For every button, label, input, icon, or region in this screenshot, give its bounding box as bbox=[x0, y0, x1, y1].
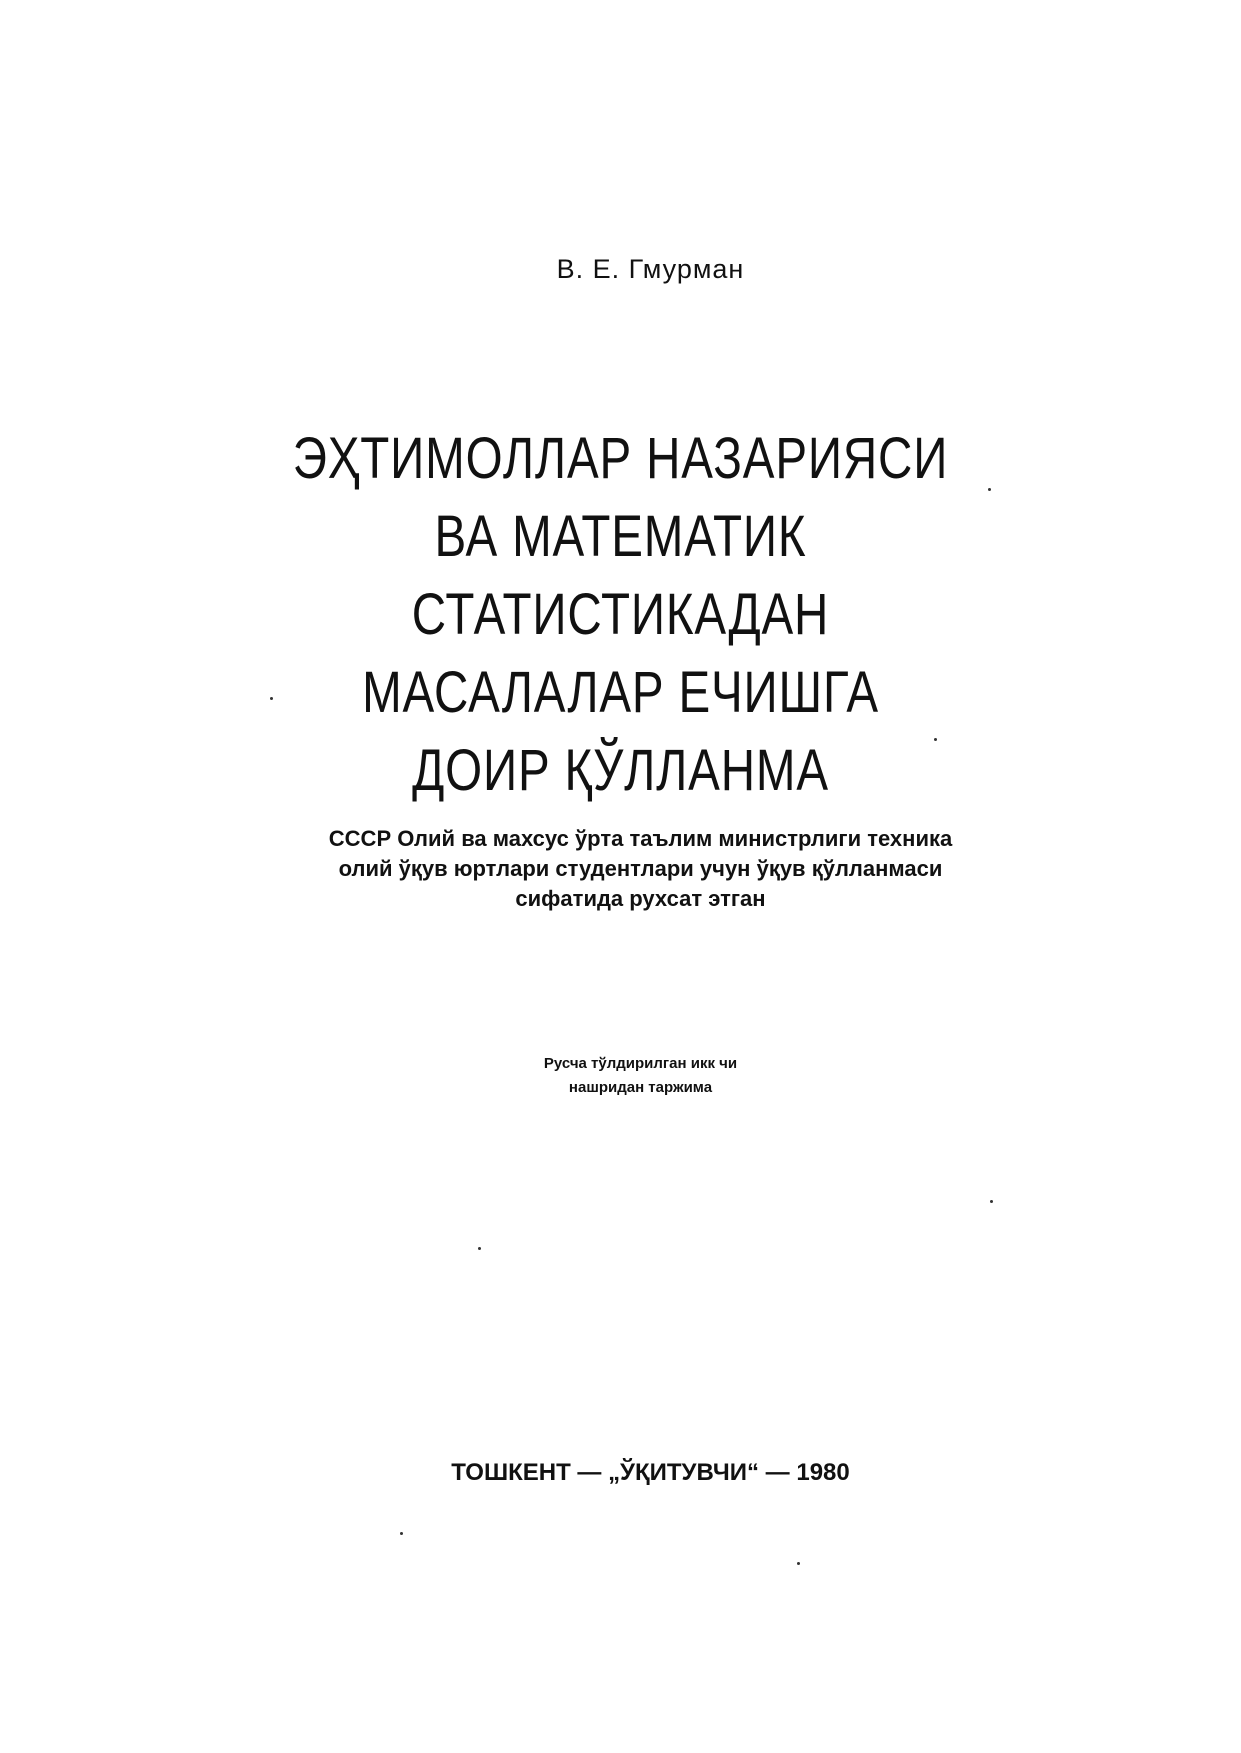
scan-speck bbox=[797, 1562, 800, 1565]
approval-line: сифатида рухсат этган bbox=[515, 886, 766, 911]
scan-speck bbox=[270, 697, 273, 700]
publisher-imprint: ТОШКЕНТ — „ЎҚИТУВЧИ“ — 1980 bbox=[451, 1459, 850, 1486]
approval-note bbox=[0, 824, 1241, 914]
scan-speck bbox=[988, 488, 991, 491]
translation-line: Русча тўлдирилган икк чи bbox=[543, 1055, 738, 1072]
approval-line: олий ўқув юртлари студентлари учун ўқув қўлланмаси bbox=[338, 856, 943, 881]
scan-speck bbox=[990, 1200, 993, 1203]
approval-line: СССР Олий ва махсус ўрта таълим министрлиги техника bbox=[328, 826, 953, 851]
title-line: СТАТИСТИКАДАН bbox=[411, 582, 830, 647]
book-title bbox=[112, 420, 1130, 810]
author-name: В. Е. Гмурман bbox=[556, 254, 745, 284]
translation-line: нашридан таржима bbox=[568, 1079, 713, 1096]
title-line: ЭҲТИМОЛЛАР НАЗАРИЯСИ bbox=[292, 426, 949, 491]
translation-note bbox=[0, 1052, 1241, 1100]
scan-speck bbox=[934, 738, 937, 741]
title-line: ДОИР ҚЎЛЛАНМА bbox=[412, 738, 829, 803]
scan-speck bbox=[478, 1247, 481, 1250]
title-line: МАСАЛАЛАР ЕЧИШГА bbox=[362, 660, 879, 725]
title-line: ВА МАТЕМАТИК bbox=[434, 504, 807, 569]
scan-speck bbox=[400, 1532, 403, 1535]
